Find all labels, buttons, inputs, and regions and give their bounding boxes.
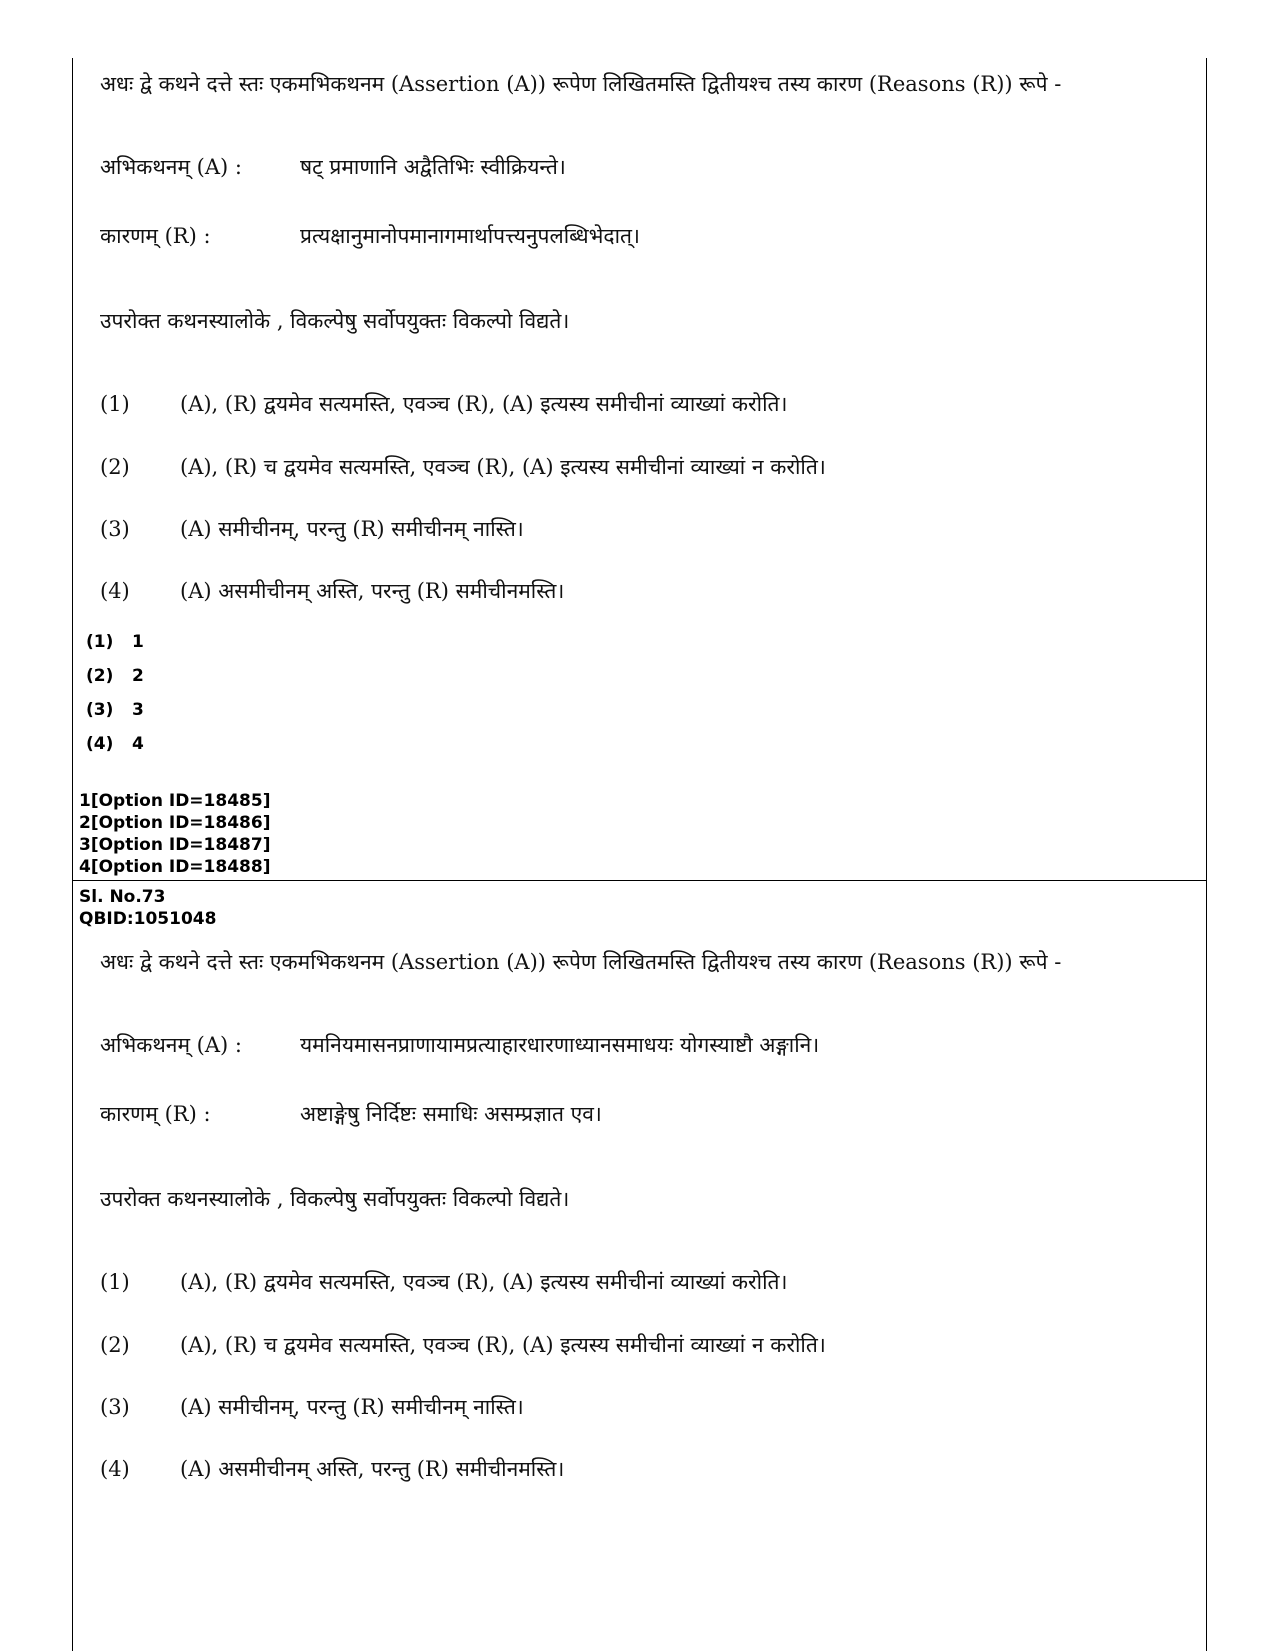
q1-assertion-label: अभिकथनम् (A) : [100,155,242,179]
q1-option-ids [79,790,270,878]
q2-option-4-text: (A) असमीचीनम् अस्ति, परन्तु (R) समीचीनमस्ति। [180,1457,565,1481]
q2-reason-text: अष्टाङ्गेषु निर्दिष्टः समाधिः असम्प्रज्ञात एव। [300,1102,602,1126]
q1-reason-label: कारणम् (R) : [100,224,211,248]
q2-option-1 [100,1268,787,1296]
q1-answer-1-num: (1) [86,632,114,652]
q2-option-1-text: (A), (R) द्वयमेव सत्यमस्ति, एवञ्च (R), (A) इत्यस्य समीचीनां व्याख्यां करोति। [180,1270,788,1294]
q2-assertion-text: यमनियमासनप्राणायामप्रत्याहारधारणाध्यानसमाधयः योगस्याष्टौ अङ्गानि। [300,1033,820,1057]
q1-answer-2-value: 2 [132,666,144,686]
q1-instruction: उपरोक्त कथनस्यालोके , विकल्पेषु सर्वोपयुक्तः विकल्पो विद्यते। [100,309,570,333]
q2-instruction: उपरोक्त कथनस्यालोके , विकल्पेषु सर्वोपयुक्तः विकल्पो विद्यते। [100,1187,570,1211]
q2-qbid: QBID:1051048 [79,909,217,929]
q2-serial-number: Sl. No.73 [79,887,166,907]
q2-option-3 [100,1393,524,1421]
left-border [72,58,73,1651]
q1-stem: अधः द्वे कथने दत्ते स्तः एकमभिकथनम (Assertion (A)) रूपेण लिखितमस्ति द्वितीयश्च तस्य कारण (Reasons (R)) रूपे - [100,72,1062,96]
q1-answer-2-num: (2) [86,666,114,686]
q1-answer-4-num: (4) [86,734,114,754]
q2-meta [79,886,216,930]
q1-answer-3-num: (3) [86,700,114,720]
q2-option-4 [100,1455,564,1483]
q2-assertion-label: अभिकथनम् (A) : [100,1033,242,1057]
q1-option-4-text: (A) असमीचीनम् अस्ति, परन्तु (R) समीचीनमस्ति। [180,579,565,603]
q1-option-id-4: 4[Option ID=18488] [79,857,271,877]
q1-option-3-num: (3) [100,517,130,541]
q1-answer-3-value: 3 [132,700,144,720]
q1-option-1 [100,390,787,418]
q1-reason-text: प्रत्यक्षानुमानोपमानागमार्थापत्त्यनुपलब्धिभेदात्। [300,224,640,248]
q1-answer-1-value: 1 [132,632,144,652]
q1-answer-2 [86,666,144,686]
q1-option-2-num: (2) [100,455,130,479]
q1-option-3-text: (A) समीचीनम्, परन्तु (R) समीचीनम् नास्ति। [180,517,524,541]
q2-option-1-num: (1) [100,1270,130,1294]
q1-assertion [100,153,566,181]
q1-option-2 [100,453,826,481]
right-border [1206,58,1207,1651]
q1-assertion-text: षट् प्रमाणानि अद्वैतिभिः स्वीक्रियन्ते। [300,155,566,179]
q2-option-3-num: (3) [100,1395,130,1419]
q2-option-2-num: (2) [100,1333,130,1357]
q2-stem: अधः द्वे कथने दत्ते स्तः एकमभिकथनम (Assertion (A)) रूपेण लिखितमस्ति द्वितीयश्च तस्य कारण (Reasons (R)) रूपे - [100,950,1062,974]
q2-assertion [100,1031,819,1059]
q1-reason [100,222,640,250]
q2-option-2-text: (A), (R) च द्वयमेव सत्यमस्ति, एवञ्च (R), (A) इत्यस्य समीचीनां व्याख्यां न करोति। [180,1333,826,1357]
q1-answer-3 [86,700,144,720]
q2-option-2 [100,1331,826,1359]
q2-reason [100,1100,602,1128]
q2-reason-label: कारणम् (R) : [100,1102,211,1126]
q1-answer-1 [86,632,144,652]
q1-answer-4 [86,734,144,754]
q1-option-id-3: 3[Option ID=18487] [79,835,271,855]
question-divider [72,880,1207,881]
q1-option-4-num: (4) [100,579,130,603]
q1-option-3 [100,515,524,543]
q1-option-id-1: 1[Option ID=18485] [79,791,271,811]
q1-answer-4-value: 4 [132,734,144,754]
q2-option-4-num: (4) [100,1457,130,1481]
q1-option-4 [100,577,564,605]
q1-option-2-text: (A), (R) च द्वयमेव सत्यमस्ति, एवञ्च (R), (A) इत्यस्य समीचीनां व्याख्यां न करोति। [180,455,826,479]
q1-option-1-num: (1) [100,392,130,416]
q2-option-3-text: (A) समीचीनम्, परन्तु (R) समीचीनम् नास्ति। [180,1395,524,1419]
q1-option-id-2: 2[Option ID=18486] [79,813,271,833]
q1-option-1-text: (A), (R) द्वयमेव सत्यमस्ति, एवञ्च (R), (A) इत्यस्य समीचीनां व्याख्यां करोति। [180,392,788,416]
